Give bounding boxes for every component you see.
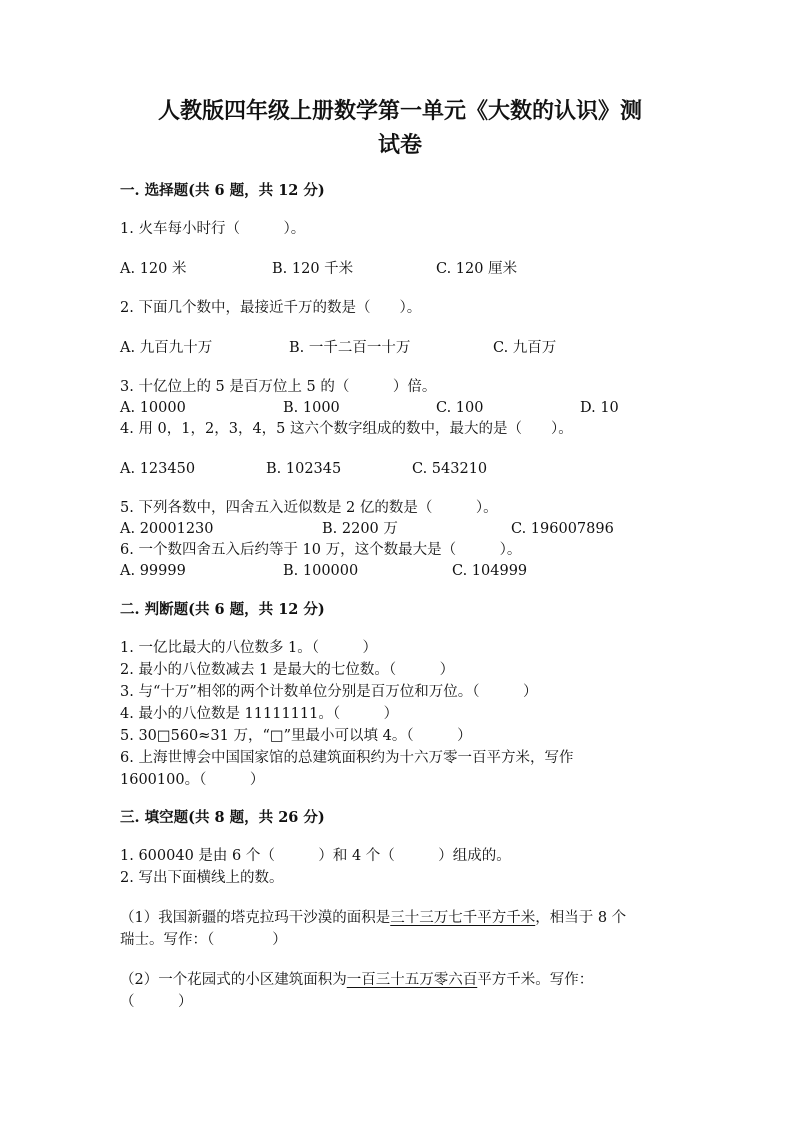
judge-q4: 4. 最小的八位数是 11111111。（ ） (120, 706, 399, 722)
judge-q3: 3. 与“十万”相邻的两个计数单位分别是百万位和万位。（ ） (120, 684, 538, 700)
fill-q2: 2. 写出下面横线上的数。 (120, 870, 284, 886)
page-title-line1: 人教版四年级上册数学第一单元《大数的认识》测 (157, 98, 642, 124)
q3-option-c: C. 100 (436, 400, 484, 416)
judge-q2: 2. 最小的八位数减去 1 是最大的七位数。（ ） (120, 662, 455, 678)
q6-stem: 6. 一个数四舍五入后约等于 10 万，这个数最大是（ ）。 (120, 542, 522, 558)
q4-option-c: C. 543210 (412, 461, 488, 477)
q3-option-a: A. 10000 (120, 400, 186, 416)
judge-q1: 1. 一亿比最大的八位数多 1。（ ） (120, 640, 378, 656)
q5-stem: 5. 下列各数中，四舍五入近似数是 2 亿的数是（ ）。 (120, 500, 498, 516)
q5-option-c: C. 196007896 (511, 521, 614, 537)
fill-q1: 1. 600040 是由 6 个（ ）和 4 个（ ）组成的。 (120, 848, 511, 864)
section-heading-judge: 二. 判断题(共 6 题，共 12 分) (120, 601, 325, 618)
fill-q2-part2-post: 平方千米。写作： (477, 972, 594, 988)
q1-option-c: C. 120 厘米 (436, 261, 518, 277)
q2-option-a: A. 九百九十万 (120, 340, 213, 356)
section-heading-choice: 一. 选择题(共 6 题，共 12 分) (120, 182, 325, 199)
fill-q2-part1-pre: （1）我国新疆的塔克拉玛干沙漠的面积是 (120, 910, 391, 926)
fill-q2-part2-line2: （ ） (120, 994, 193, 1010)
q4-option-a: A. 123450 (120, 461, 196, 477)
q3-option-b: B. 1000 (283, 400, 340, 416)
judge-q6-line1: 6. 上海世博会中国国家馆的总建筑面积约为十六万零一百平方米，写作 (120, 750, 574, 766)
fill-q2-part2-line1 (120, 970, 593, 990)
q2-stem: 2. 下面几个数中，最接近千万的数是（ ）。 (120, 300, 422, 316)
q3-option-d: D. 10 (580, 400, 619, 416)
page-title-line2: 试卷 (377, 132, 422, 158)
q1-option-b: B. 120 千米 (272, 261, 354, 277)
fill-q2-part1-line1 (120, 908, 626, 928)
q5-option-a: A. 20001230 (120, 521, 214, 537)
fill-q2-part2-underlined: 一百三十五万零六百 (346, 972, 478, 988)
q4-option-b: B. 102345 (266, 461, 342, 477)
q1-option-a: A. 120 米 (120, 261, 187, 277)
fill-q2-part1-line2: 瑞士。写作：（ ） (120, 932, 287, 948)
fill-q2-part1-underlined: 三十三万七千平方千米 (390, 910, 536, 926)
q6-option-c: C. 104999 (452, 563, 528, 579)
q2-option-b: B. 一千二百一十万 (289, 340, 411, 356)
q4-stem: 4. 用 0，1，2，3，4，5 这六个数字组成的数中，最大的是（ ）。 (120, 421, 573, 437)
fill-q2-part1-post: ，相当于 8 个 (535, 910, 627, 926)
q6-option-a: A. 99999 (120, 563, 186, 579)
q2-option-c: C. 九百万 (493, 340, 557, 356)
q6-option-b: B. 100000 (283, 563, 359, 579)
q1-stem: 1. 火车每小时行（ ）。 (120, 221, 306, 237)
q3-stem: 3. 十亿位上的 5 是百万位上 5 的（ ）倍。 (120, 379, 437, 395)
fill-q2-part2-pre: （2）一个花园式的小区建筑面积为 (120, 972, 347, 988)
judge-q6-line2: 1600100。（ ） (120, 772, 265, 788)
q5-option-b: B. 2200 万 (322, 521, 398, 537)
section-heading-fill: 三. 填空题(共 8 题，共 26 分) (120, 809, 325, 826)
judge-q5: 5. 30□560≈31 万，“□”里最小可以填 4。（ ） (120, 728, 472, 744)
